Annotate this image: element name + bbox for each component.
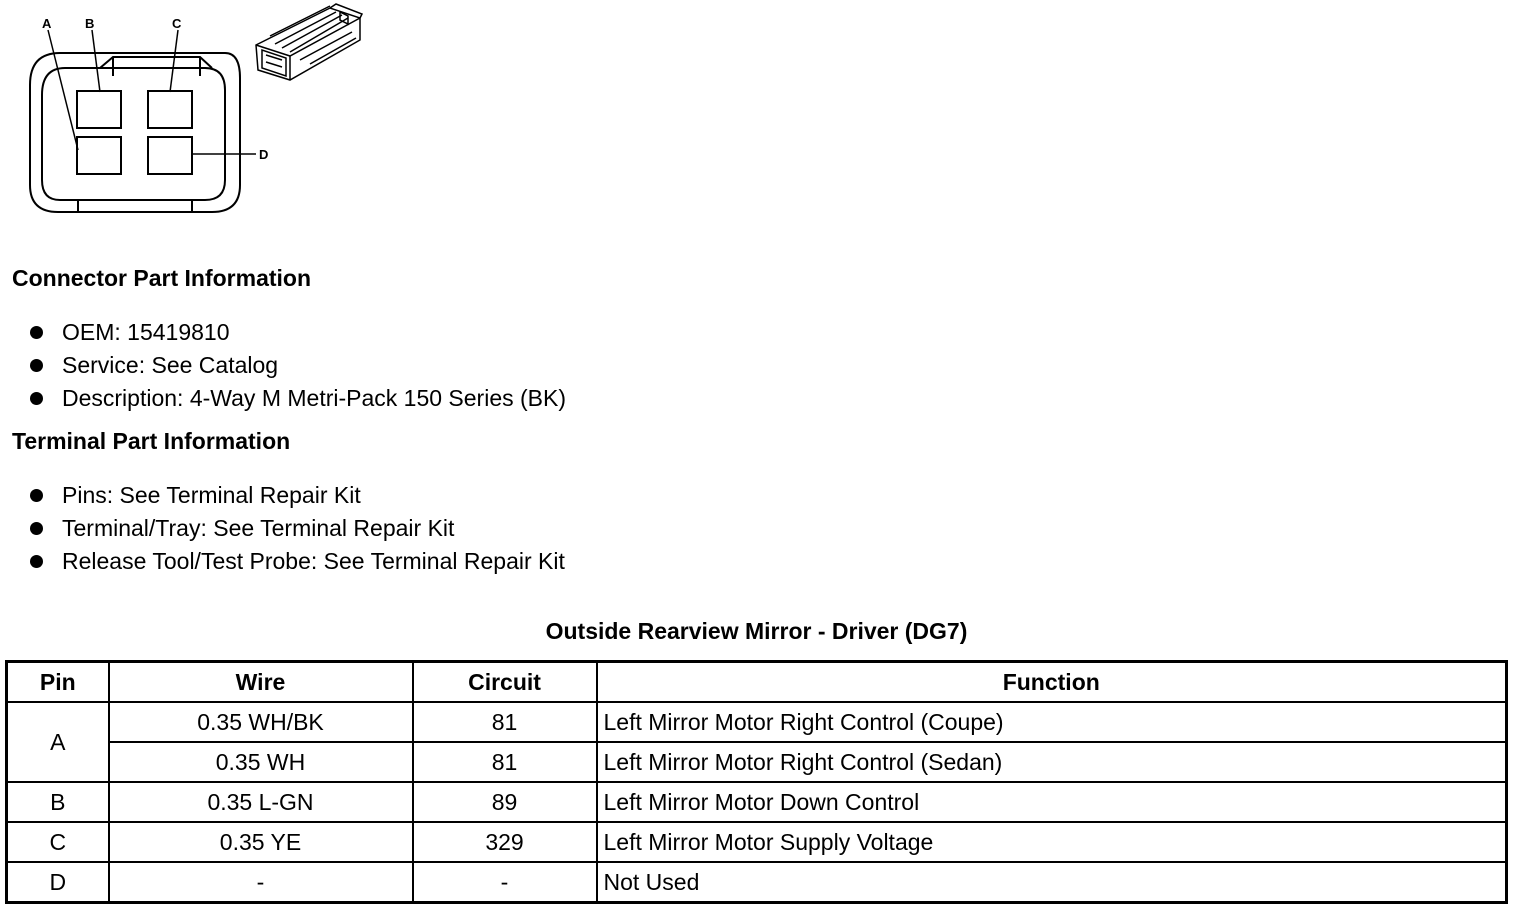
list-item [30, 349, 566, 382]
pin-label-b: B [85, 16, 95, 31]
header-wire: Wire [109, 662, 413, 703]
bullet-icon [30, 489, 43, 502]
list-item [30, 382, 566, 415]
bullet-icon [30, 522, 43, 535]
connector-3d-sketch [256, 4, 362, 80]
connector-housing-outline [30, 53, 240, 212]
list-item-text: Pins: See Terminal Repair Kit [62, 482, 361, 508]
list-item-text: Terminal/Tray: See Terminal Repair Kit [62, 515, 455, 541]
connector-latch [100, 57, 212, 68]
connector-part-info-heading: Connector Part Information [12, 265, 312, 291]
connector-key [78, 200, 192, 212]
list-item [30, 512, 565, 545]
leader-line-c [170, 30, 178, 92]
list-item [30, 545, 565, 578]
table-row [7, 742, 1507, 782]
connector-inner-wall [42, 68, 225, 200]
cell-function: Left Mirror Motor Supply Voltage [597, 822, 1507, 862]
list-item-text: Release Tool/Test Probe: See Terminal Repair Kit [62, 548, 565, 574]
pin-label-c: C [172, 16, 182, 31]
cell-circuit: 89 [413, 782, 597, 822]
table-title: Outside Rearview Mirror - Driver (DG7) [545, 618, 968, 644]
connector-part-info-list [30, 316, 566, 415]
cell-function: Left Mirror Motor Down Control [597, 782, 1507, 822]
header-circuit: Circuit [413, 662, 597, 703]
terminal-part-info-list [30, 479, 565, 578]
pin-label-d: D [259, 147, 269, 162]
table-row [7, 822, 1507, 862]
cell-wire: 0.35 YE [109, 822, 413, 862]
connector-diagram [0, 0, 380, 220]
list-item [30, 479, 565, 512]
table-row [7, 782, 1507, 822]
table-row [7, 862, 1507, 903]
cavity-d [148, 137, 192, 174]
terminal-part-info-heading: Terminal Part Information [12, 428, 291, 454]
cavity-c [148, 91, 192, 128]
list-item-text: Service: See Catalog [62, 352, 279, 378]
cell-wire: 0.35 WH [109, 742, 413, 782]
cavity-b [77, 91, 121, 128]
bullet-icon [30, 392, 43, 405]
cell-circuit: - [413, 862, 597, 903]
cell-function: Not Used [597, 862, 1507, 903]
header-pin: Pin [7, 662, 109, 703]
cell-wire: 0.35 WH/BK [109, 702, 413, 742]
cell-pin: B [7, 782, 109, 822]
cell-pin: A [7, 702, 109, 782]
leader-line-a [48, 30, 78, 150]
cell-wire: 0.35 L-GN [109, 782, 413, 822]
cell-circuit: 329 [413, 822, 597, 862]
bullet-icon [30, 555, 43, 568]
bullet-icon [30, 326, 43, 339]
table-header-row [7, 662, 1507, 703]
cell-circuit: 81 [413, 742, 597, 782]
leader-line-b [92, 30, 100, 92]
bullet-icon [30, 359, 43, 372]
header-function: Function [597, 662, 1507, 703]
pinout-table [5, 660, 1508, 904]
cell-function: Left Mirror Motor Right Control (Coupe) [597, 702, 1507, 742]
list-item [30, 316, 566, 349]
cell-pin: D [7, 862, 109, 903]
cell-circuit: 81 [413, 702, 597, 742]
cavity-a [77, 137, 121, 174]
pin-label-a: A [42, 16, 52, 31]
cell-pin: C [7, 822, 109, 862]
cell-wire: - [109, 862, 413, 903]
list-item-text: Description: 4-Way M Metri-Pack 150 Series (BK) [62, 385, 567, 411]
table-row [7, 702, 1507, 742]
cell-function: Left Mirror Motor Right Control (Sedan) [597, 742, 1507, 782]
list-item-text: OEM: 15419810 [62, 319, 230, 345]
